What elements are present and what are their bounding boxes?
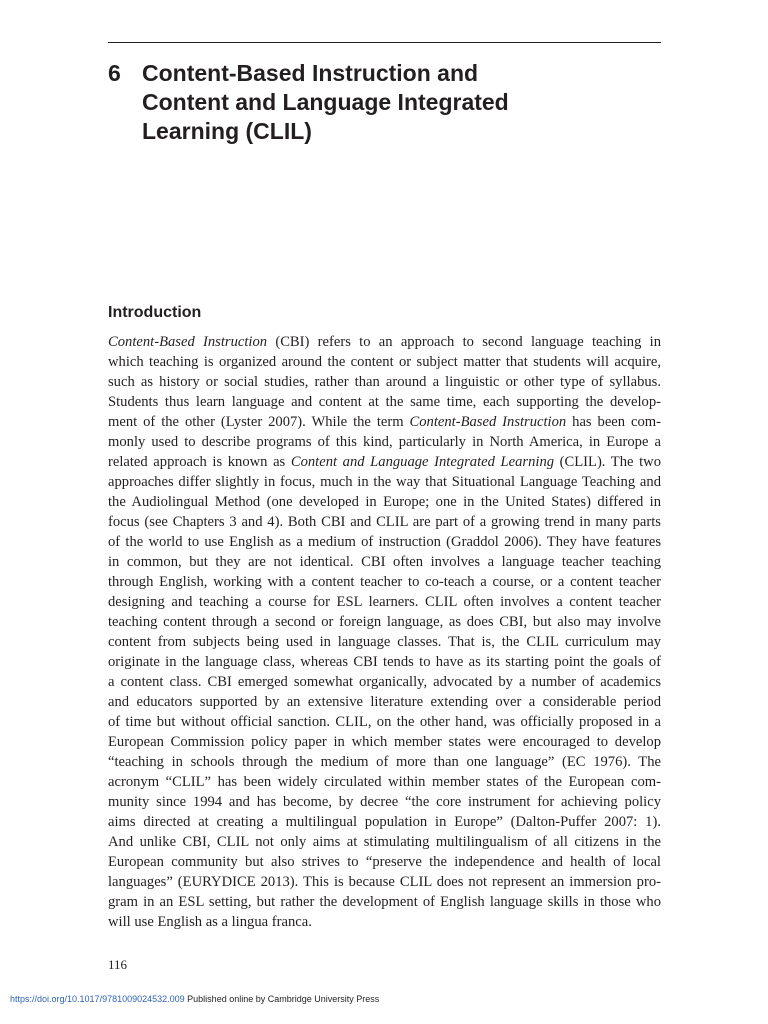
paragraph-line: such as history or social studies, rather than around a linguistic or other type of syllabus. — [108, 374, 661, 390]
paragraph-line: European community but also strives to “preserve the independence and health of local — [108, 854, 661, 870]
paragraph-line: teaching content through a second or foreign language, as does CBI, but also may involve — [108, 614, 661, 630]
section-heading: Introduction — [108, 304, 202, 321]
chapter-title-line: Content and Language Integrated — [142, 89, 509, 115]
paragraph-line: aims directed at creating a multilingual population in Europe” (Dalton-Puffer 2007: 1). — [108, 814, 661, 830]
chapter-number: 6 — [108, 60, 121, 86]
paragraph-line: acronym “CLIL” has been widely circulated within member states of the European com- — [108, 774, 661, 790]
paragraph-line: “teaching in schools through the medium of more than one language” (EC 1976). The — [108, 754, 661, 770]
chapter-title-line: Learning (CLIL) — [142, 118, 312, 144]
body-paragraph — [108, 332, 661, 932]
chapter-title — [142, 59, 622, 146]
paragraph-line: of time but without official sanction. CLIL, on the other hand, was officially proposed in a — [108, 714, 661, 730]
paragraph-line: munity since 1994 and has become, by decree “the core instrument for achieving policy — [108, 794, 661, 810]
paragraph-line: of the world to use English as a medium of instruction (Graddol 2006). They have features — [108, 534, 661, 550]
paragraph-line: and educators supported by an extensive literature extending over a considerable period — [108, 694, 661, 710]
paragraph-line: languages” (EURYDICE 2013). This is because CLIL does not represent an immersion pro- — [108, 874, 661, 890]
paragraph-line: will use English as a lingua franca. — [108, 914, 312, 930]
italic-term: Content and Language Integrated Learning — [290, 454, 555, 470]
paragraph-line: in common, but they are not identical. CBI often involves a language teacher teaching — [108, 554, 661, 570]
paragraph-line: approaches differ slightly in focus, much in the way that Situational Language Teaching and — [108, 474, 661, 490]
paragraph-line: monly used to describe programs of this kind, particularly in North America, in Europe a — [108, 434, 661, 450]
paragraph-line: the Audiolingual Method (one developed in Europe; one in the United States) differed in — [108, 494, 661, 510]
paragraph-line: ment of the other (Lyster 2007). While the term Content-Based Instruction has been com- — [108, 414, 661, 430]
published-note: Published online by Cambridge University Press — [187, 994, 380, 1004]
paragraph-line: which teaching is organized around the content or subject matter that students will acquire, — [108, 354, 661, 370]
chapter-title-line: Content-Based Instruction and — [142, 60, 479, 86]
paragraph-line: content from subjects being used in language classes. That is, the CLIL curriculum may — [108, 634, 661, 650]
paragraph-line: through English, working with a content teacher to co-teach a course, or a content teacher — [108, 574, 661, 590]
paragraph-line: Content-Based Instruction (CBI) refers to an approach to second language teaching in — [108, 334, 661, 350]
paragraph-line: designing and teaching a course for ESL learners. CLIL often involves a content teacher — [108, 594, 661, 610]
paragraph-line: a content class. CBI emerged somewhat organically, advocated by a number of academics — [108, 674, 661, 690]
footer — [10, 993, 379, 1005]
paragraph-line: related approach is known as Content and Language Integrated Learning (CLIL). The two — [108, 454, 661, 470]
italic-term: Content-Based Instruction — [108, 334, 268, 350]
top-rule — [108, 42, 661, 43]
paragraph-line: And unlike CBI, CLIL not only aims at stimulating multilingualism of all citizens in the — [108, 834, 661, 850]
italic-term: Content-Based Instruction — [409, 414, 567, 430]
doi-link[interactable]: https://doi.org/10.1017/9781009024532.009 — [10, 994, 185, 1004]
page-number: 116 — [108, 957, 128, 972]
paragraph-line: Students thus learn language and content at the same time, each supporting the develop- — [108, 394, 661, 410]
paragraph-line: European Commission policy paper in which member states were encouraged to develop — [108, 734, 661, 750]
paragraph-line: focus (see Chapters 3 and 4). Both CBI and CLIL are part of a growing trend in many parts — [108, 514, 661, 530]
paragraph-line: gram in an ESL setting, but rather the development of English language skills in those who — [108, 894, 661, 910]
paragraph-line: originate in the language class, whereas CBI tends to have as its starting point the goals of — [108, 654, 661, 670]
